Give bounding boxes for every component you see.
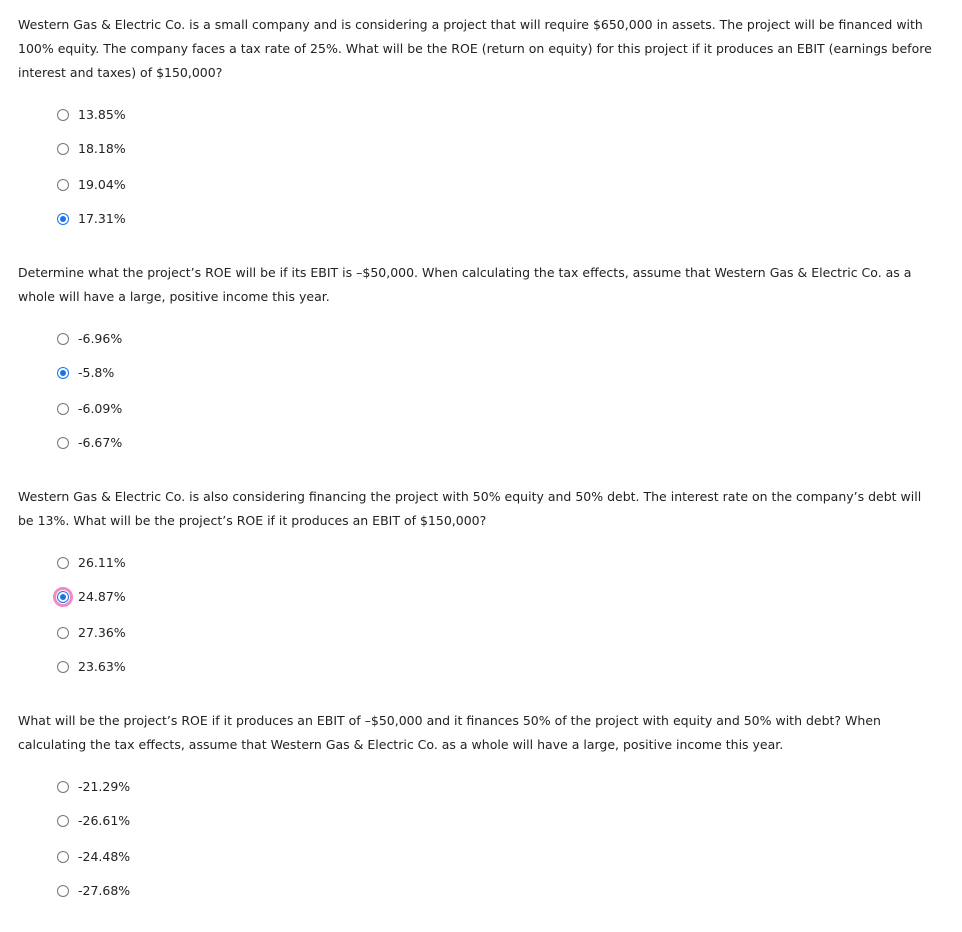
q3-option-2-label: 24.87% [78,589,126,604]
q2-option-1[interactable] [57,330,122,348]
q1-option-4[interactable] [57,210,126,228]
q3-option-4-radio[interactable] [57,661,69,673]
q4-option-1-radio[interactable] [57,781,69,793]
q4-option-2-radio[interactable] [57,815,69,827]
q2-option-3-radio[interactable] [57,403,69,415]
q1-option-3-label: 19.04% [78,177,126,192]
q2-option-1-radio[interactable] [57,333,69,345]
q2-option-3[interactable] [57,400,122,418]
q1-option-4-label: 17.31% [78,211,126,226]
q1-option-1[interactable] [57,106,126,124]
question-3 [18,485,938,533]
q3-option-2[interactable] [57,588,126,606]
q4-option-2-label: -26.61% [78,813,131,828]
question-1 [18,13,938,85]
q2-option-1-label: -6.96% [78,331,123,346]
q4-option-3[interactable] [57,848,130,866]
q1-option-2-radio[interactable] [57,143,69,155]
q3-option-1-label: 26.11% [78,555,126,570]
q3-option-3-radio[interactable] [57,627,69,639]
q3-option-4[interactable] [57,658,126,676]
question-4-text: What will be the project’s ROE if it produces an EBIT of –$50,000 and it finances 50% of the project with equity and 50% with debt? When calculating the tax effects, assume that Western Gas & Electric Co. as a whole will have a large, positive income this year. [18,713,881,752]
question-2-text: Determine what the project’s ROE will be if its EBIT is –$50,000. When calculating the tax effects, assume that Western Gas & Electric Co. as a whole will have a large, positive income this year. [18,265,912,304]
q2-option-2-radio[interactable] [57,367,69,379]
q4-option-1[interactable] [57,778,130,796]
q3-option-2-radio[interactable] [57,591,69,603]
q4-option-3-radio[interactable] [57,851,69,863]
q3-option-1[interactable] [57,554,126,572]
q1-option-3-radio[interactable] [57,179,69,191]
q1-option-2-label: 18.18% [78,141,126,156]
q2-option-2-label: -5.8% [78,365,115,380]
q1-option-2[interactable] [57,140,126,158]
q2-option-4-radio[interactable] [57,437,69,449]
q1-option-1-label: 13.85% [78,107,126,122]
q1-option-4-radio[interactable] [57,213,69,225]
q2-option-4[interactable] [57,434,122,452]
question-3-text: Western Gas & Electric Co. is also considering financing the project with 50% equity and 50% debt. The interest rate on the company’s debt will be 13%. What will be the project’s ROE if it produces an EBIT of $150,000? [18,489,922,528]
q4-option-2[interactable] [57,812,130,830]
q1-option-1-radio[interactable] [57,109,69,121]
question-4 [18,709,938,757]
q3-option-3[interactable] [57,624,126,642]
q4-option-1-label: -21.29% [78,779,131,794]
q4-option-4-label: -27.68% [78,883,131,898]
q4-option-4[interactable] [57,882,130,900]
question-2 [18,261,938,309]
q3-option-4-label: 23.63% [78,659,126,674]
question-1-text: Western Gas & Electric Co. is a small company and is considering a project that will require $650,000 in assets. The project will be financed with 100% equity. The company faces a tax rate of 25%. What will be the ROE (return on equity) for this project if it produces an EBIT (earnings before interest and taxes) of $150,000? [18,17,932,80]
q3-option-3-label: 27.36% [78,625,126,640]
q1-option-3[interactable] [57,176,126,194]
q2-option-4-label: -6.67% [78,435,123,450]
q2-option-3-label: -6.09% [78,401,123,416]
q4-option-4-radio[interactable] [57,885,69,897]
q3-option-1-radio[interactable] [57,557,69,569]
q4-option-3-label: -24.48% [78,849,131,864]
q2-option-2[interactable] [57,364,114,382]
